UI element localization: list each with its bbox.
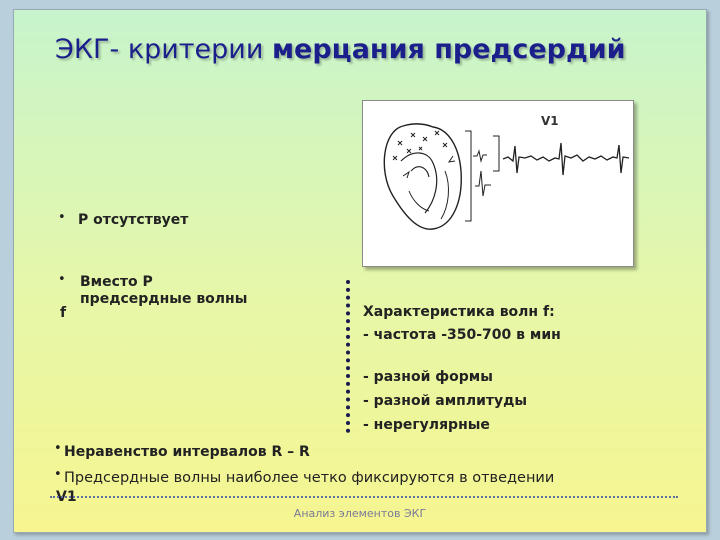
heart-wall	[441, 171, 448, 219]
title-bold: мерцания предсердий	[271, 34, 626, 65]
characteristics-heading: Характеристика волн f:	[363, 304, 555, 320]
bullet-dot: •	[58, 272, 66, 287]
lead-label: V1	[541, 114, 559, 128]
heart-outline	[384, 124, 461, 229]
heart-inner	[411, 167, 429, 177]
characteristic-item: - частота -350-700 в мин	[363, 327, 561, 343]
atrial-impulses	[393, 131, 447, 160]
arrow-mark	[449, 156, 455, 162]
characteristic-item: - нерегулярные	[363, 417, 490, 433]
bullet-instead-p-line1: Вместо Р	[80, 274, 153, 290]
heart-septum	[401, 153, 437, 213]
characteristic-item: - разной амплитуды	[363, 393, 528, 409]
ecg-drawing	[363, 101, 633, 266]
arrow-mark	[403, 172, 409, 178]
bullet-dot: •	[54, 441, 62, 456]
bullet-dot: •	[58, 210, 66, 225]
bullet-p-absent: P отсутствует	[78, 212, 189, 228]
bullet-dot: •	[54, 467, 62, 482]
footer: Анализ элементов ЭКГ	[293, 507, 427, 520]
bullet-rr-inequality: Неравенство интервалов R – R	[64, 444, 310, 460]
bullet-atrial-waves-lead: V1	[56, 489, 77, 505]
ecg-illustration	[362, 100, 634, 267]
ecg-trace-v1	[503, 143, 629, 175]
heart-inner-2	[409, 191, 429, 211]
bullet-instead-p-line2: предсердные волны	[80, 291, 248, 307]
bracket-left	[465, 131, 471, 221]
local-trace-2	[475, 171, 491, 196]
bottom-rule	[50, 496, 678, 498]
bullet-atrial-waves: Предсердные волны наиболее четко фиксируются в отведении	[64, 470, 555, 486]
bullet-instead-p-f: f	[60, 305, 67, 321]
characteristic-item: - разной формы	[363, 369, 493, 385]
dotted-divider	[346, 280, 350, 433]
title-regular: ЭКГ- критерии	[55, 34, 272, 65]
local-trace-1	[473, 151, 487, 161]
slide-title	[55, 34, 695, 65]
bracket-right	[493, 136, 499, 171]
